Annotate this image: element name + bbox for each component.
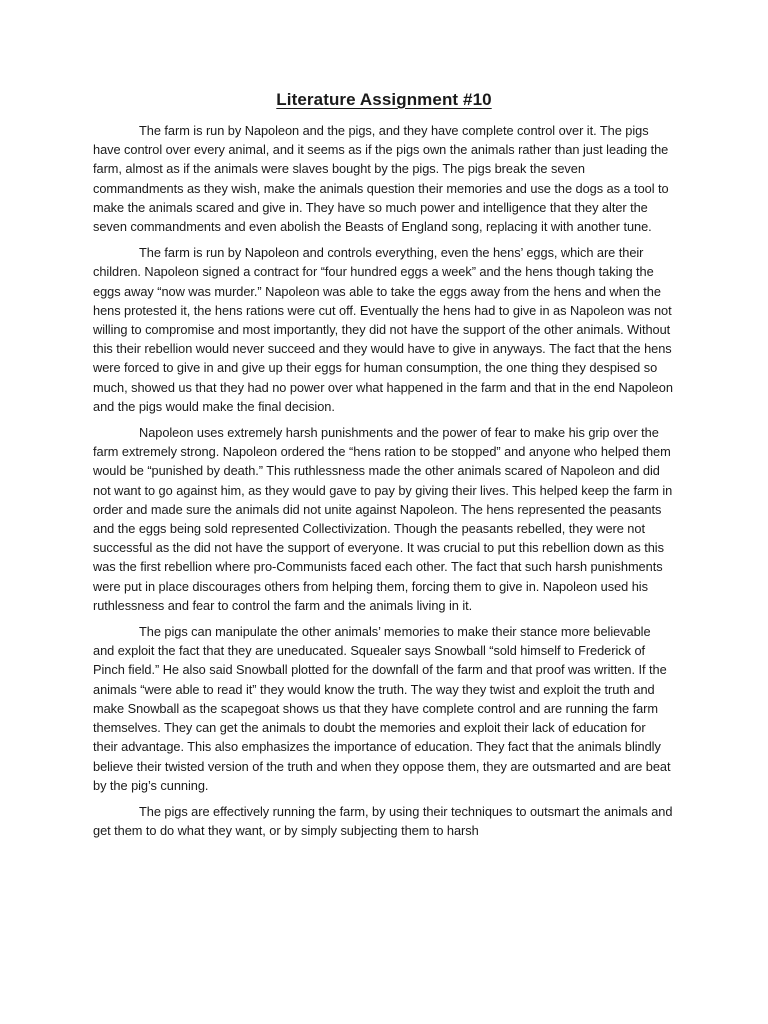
paragraph-1: The farm is run by Napoleon and the pigs, and they have complete control over it. The pigs have control over every animal, and it seems as if the pigs own the animals rather than just leading the farm, almost as if the animals were slaves bought by the pigs. The pigs break the seven commandments as they wish, make the animals question their memories and use the dogs as a tool to make the animals scared and give in. They have so much power and intelligence that they alter the seven commandments and even abolish the Beasts of England song, replacing it with another tune. — [93, 123, 669, 235]
paragraph-2: The farm is run by Napoleon and controls everything, even the hens’ eggs, which are their children. Napoleon signed a contract for “four hundred eggs a week” and the hens though taking the eggs away “now was murder.” Napoleon was able to take the eggs away from the hens and when the hens protested it, the hens rations were cut off. Eventually the hens had to give in as Napoleon was not willing to compromise and most importantly, they did not have the support of the other animals. Without this their rebellion would never succeed and they would have to give in anyways. The fact that the hens were forced to give in and give up their eggs for human consumption, the one thing they despised so much, showed us that they had no power over what happened in the farm and that in the end Napoleon and the pigs would make the final decision. — [93, 245, 673, 414]
document-body — [93, 121, 673, 847]
paragraph-3: Napoleon uses extremely harsh punishments and the power of fear to make his grip over the farm extremely strong. Napoleon ordered the “hens ration to be stopped” and anyone who helped them would be “punished by death.” This ruthlessness made the other animals scared of Napoleon and did not want to go against him, as they would gave to pay by giving their lives. This helped keep the farm in order and made sure the animals did not unite against Napoleon. The hens represented the peasants and the eggs being sold represented Collectivization. Though the peasants rebelled, they were not successful as the did not have the support of everyone. It was crucial to put this rebellion down as this was the first rebellion where pro-Communists faced each other. The fact that such harsh punishments were put in place discourages others from helping them, forcing them to give in. Napoleon used his ruthlessness and fear to control the farm and the animals living in it. — [93, 425, 673, 613]
paragraph-5: The pigs are effectively running the farm, by using their techniques to outsmart the animals and get them to do what they want, or by simply subjecting them to harsh — [93, 803, 673, 839]
paragraph-4: The pigs can manipulate the other animals’ memories to make their stance more believable and exploit the fact that they are uneducated. Squealer says Snowball “sold himself to Frederick of Pinch field.” He also said Snowball plotted for the downfall of the farm and that proof was written. If the animals “were able to read it” they would know the truth. The way they twist and exploit the truth and make Snowball as the scapegoat shows us that they have complete control and are running the farm themselves. They can get the animals to doubt the memories and exploit their lack of education for their advantage. This also emphasizes the importance of education. They fact that the animals blindly believe their twisted version of the truth and when they oppose them, they are outsmarted and are beat by the pig’s cunning. — [93, 624, 671, 793]
document-title: Literature Assignment #10 — [276, 90, 492, 109]
